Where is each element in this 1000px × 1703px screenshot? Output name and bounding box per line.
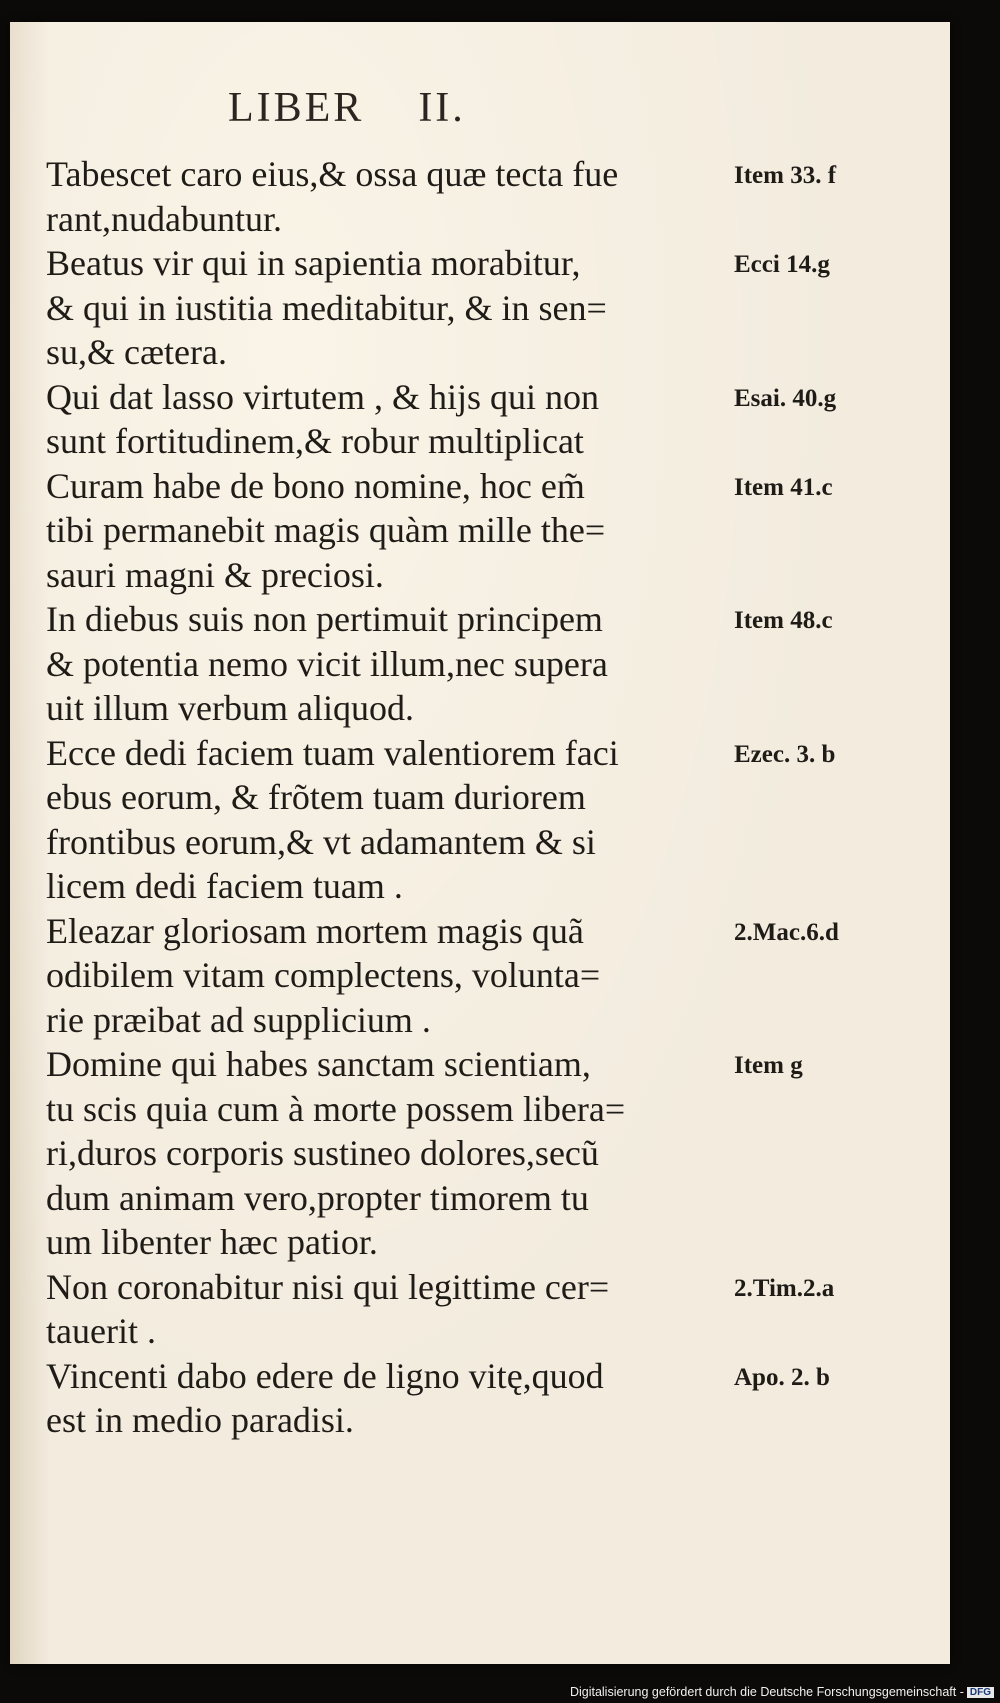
margin-reference: Apo. 2. b [734,1363,830,1391]
quote-line: Curam habe de bono nomine, hoc em̃ [46,465,585,506]
quote-line: uit illum verbum aliquod. [46,688,414,728]
quote-line: dum animam vero,propter timorem tu [46,1177,589,1218]
quote-line: sauri magni & preciosi. [46,554,384,595]
quote-line: Non coronabitur nisi qui legittime cer= [46,1266,610,1307]
quote-line: tauerit . [46,1311,156,1351]
margin-reference: 2.Mac.6.d [734,918,839,946]
margin-reference: Item 48.c [734,607,833,634]
quote-line: Ecce dedi faciem tuam valentiorem faci [46,732,619,773]
quote-entry [46,909,926,1043]
quote-line: odibilem vitam complectens, volunta= [46,955,601,995]
quote-line: tu scis quia cum à morte possem libera= [46,1088,626,1129]
quote-line: Vincenti dabo edere de ligno vitę,quod [46,1355,604,1396]
margin-reference: Ezec. 3. b [734,740,836,768]
quote-entry [46,241,926,375]
quote-line: sunt fortitudinem,& robur multiplicat [46,421,584,461]
quote-entry [46,1265,926,1354]
footer-text: Digitalisierung gefördert durch die Deutsche Forschungsgemeinschaft - [569,1685,964,1699]
quote-entry [46,464,926,598]
footer-credit [570,1685,994,1699]
quote-entry [46,597,926,731]
margin-reference: Esai. 40.g [734,384,837,412]
quote-line: est in medio paradisi. [46,1400,354,1440]
quote-line: Beatus vir qui in sapientia morabitur, [46,243,581,283]
margin-reference: Item g [734,1052,803,1079]
quote-line: frontibus eorum,& vt adamantem & si [46,821,596,862]
quote-entry [46,731,926,909]
quote-line: Tabescet caro eius,& ossa quæ tecta fue [46,154,619,194]
quote-line: Domine qui habes sanctam scientiam, [46,1044,591,1084]
margin-reference: Item 41.c [734,473,833,501]
quote-line: In diebus suis non pertimuit principem [46,599,603,639]
entries-list [46,152,926,1443]
quote-line: tibi permanebit magis quàm mille the= [46,510,606,550]
quote-line: su,& cætera. [46,332,227,372]
quote-line: ri,duros corporis sustineo dolores,secũ [46,1133,599,1173]
quote-line: um libenter hæc patior. [46,1222,378,1262]
dfg-logo: DFG [967,1687,994,1698]
quote-line: Qui dat lasso virtutem , & hijs qui non [46,376,599,417]
margin-reference: 2.Tim.2.a [734,1274,835,1302]
quote-entry [46,152,926,241]
quote-entry [46,1354,926,1443]
quote-line: licem dedi faciem tuam . [46,866,403,906]
book-page [10,22,950,1664]
quote-line: rie præibat ad supplicium . [46,999,431,1040]
quote-entry [46,375,926,464]
quote-line: & qui in iustitia meditabitur, & in sen= [46,287,607,328]
quote-entry [46,1042,926,1265]
margin-reference: Ecci 14.g [734,251,830,278]
quote-line: & potentia nemo vicit illum,nec supera [46,643,608,684]
quote-line: Eleazar gloriosam mortem magis quã [46,910,584,951]
margin-reference: Item 33. f [734,162,837,189]
quote-line: rant,nudabuntur. [46,198,282,239]
page-header: LIBER II. [228,85,466,131]
quote-line: ebus eorum, & frõtem tuam duriorem [46,777,586,817]
